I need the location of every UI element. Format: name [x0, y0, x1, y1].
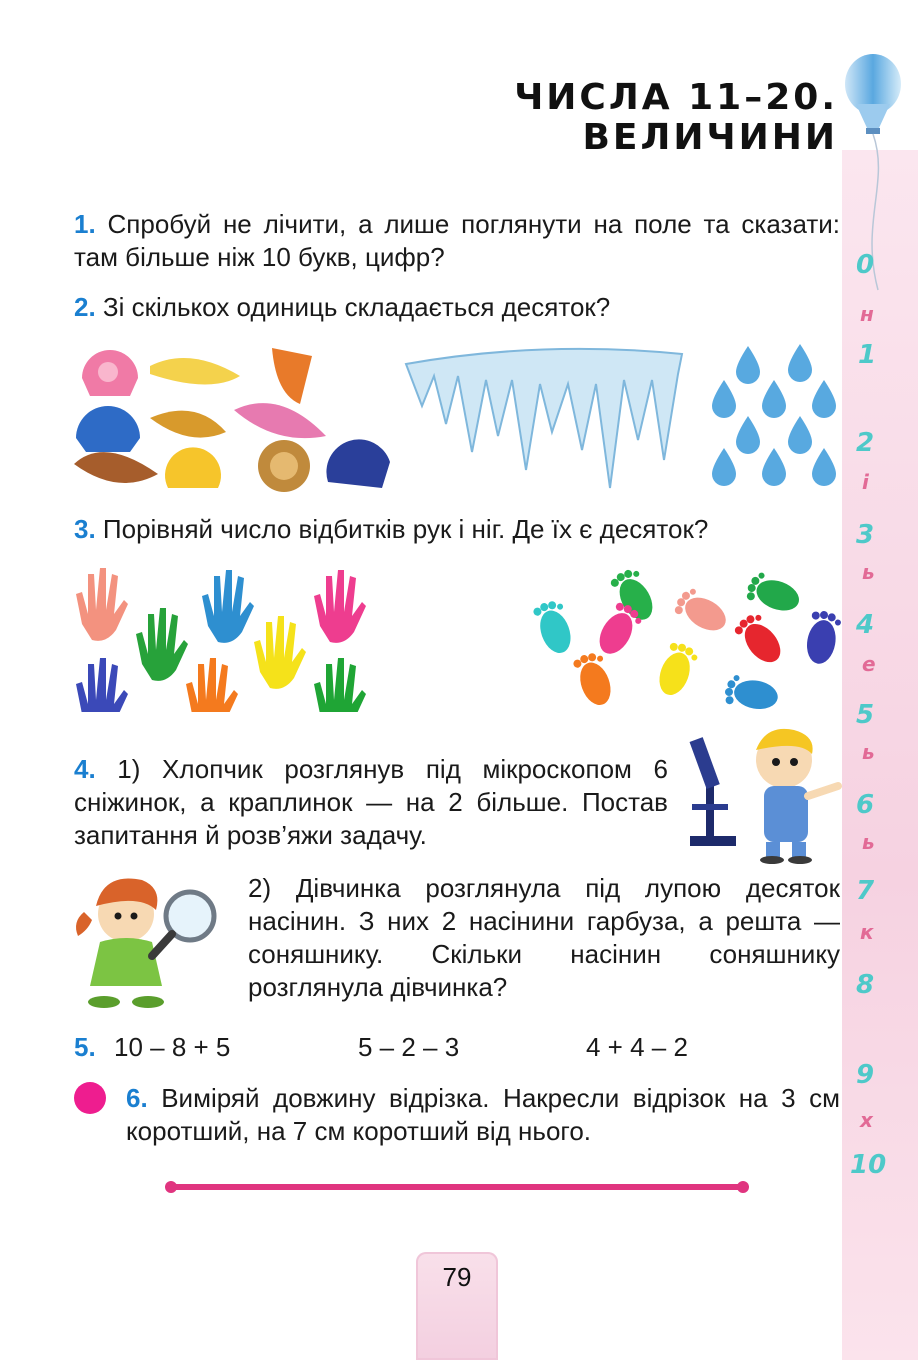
task-2 [74, 291, 840, 324]
girl-with-magnifier-illustration [70, 872, 226, 1012]
water-drop-icon [712, 380, 736, 418]
water-drop-icon [812, 380, 836, 418]
task-6 [126, 1082, 840, 1148]
task-number: 4. [74, 754, 96, 784]
chapter-title [514, 78, 838, 158]
footprints-illustration [526, 566, 842, 716]
expression-1: 10 – 8 + 5 [114, 1032, 231, 1062]
sidebar-letter: ь [862, 740, 875, 764]
handprint-icon [186, 658, 238, 712]
handprints-illustration [70, 562, 370, 712]
task-4-part-1 [74, 753, 668, 852]
task-text: Виміряй довжину відрізка. Накресли відрізок на 3 см коротший, на 7 см коротший від нього. [126, 1083, 840, 1146]
sidebar-letter: ь [862, 560, 875, 584]
boy-with-microscope-illustration [684, 724, 844, 864]
sidebar-digit: 10 [850, 1150, 887, 1180]
sidebar-digit: 9 [856, 1060, 875, 1090]
water-drop-icon [812, 448, 836, 486]
water-drop-icon [762, 448, 786, 486]
expression-2: 5 – 2 – 3 [358, 1032, 460, 1062]
sidebar-digit: 0 [856, 250, 875, 280]
task-number: 1. [74, 209, 96, 239]
water-drop-icon [762, 380, 786, 418]
sidebar-digit: 8 [856, 970, 875, 1000]
sidebar-digit: 3 [856, 520, 875, 550]
handprint-icon [254, 616, 306, 689]
balloon-icon [840, 52, 910, 292]
handprint-icon [76, 658, 128, 712]
task-text: Порівняй число відбитків рук і ніг. Де їх є десяток? [102, 514, 709, 544]
sidebar-digit: 7 [856, 876, 875, 906]
icicles-illustration [402, 340, 686, 490]
sidebar-letter: ь [862, 830, 875, 854]
sidebar-digit: 5 [856, 700, 875, 730]
boy-figure [756, 729, 838, 864]
water-drop-icon [788, 416, 812, 454]
footprint-icon [654, 640, 700, 700]
expression-3: 4 + 4 – 2 [586, 1032, 688, 1062]
handprint-icon [314, 570, 366, 643]
difficulty-marker-icon [74, 1082, 106, 1114]
task-text: Зі скількох одиниць складається десяток? [102, 292, 611, 322]
page-number: 79 [442, 1262, 472, 1292]
shell-icon [165, 447, 221, 488]
sidebar-letter: н [860, 302, 874, 326]
footprint-icon [723, 674, 780, 713]
sidebar-letter: х [860, 1108, 873, 1132]
task-text: 1) Хлопчик розглянув під мікроскопом 6 сніжинок, а краплинок — на 2 більше. Постав запитання й розв’яжи задачу. [74, 754, 668, 850]
task-number: 2. [74, 292, 96, 322]
shell-icon [76, 406, 140, 452]
magnifier-icon [152, 892, 214, 956]
sidebar-digit: 6 [856, 790, 875, 820]
footprint-icon [804, 609, 842, 666]
task-text: Спробуй не лічити, а лише поглянути на поле та сказати: там більше ніж 10 букв, цифр? [74, 209, 840, 272]
page-number-tab [416, 1252, 498, 1360]
task-3 [74, 513, 840, 546]
shell-icon [234, 403, 326, 438]
microscope-icon [690, 737, 736, 846]
measurement-segment [168, 1184, 746, 1190]
sidebar-digit: 4 [856, 610, 875, 640]
shell-icon [326, 439, 390, 488]
shell-icon [150, 358, 240, 385]
water-drop-icon [736, 346, 760, 384]
sidebar-letter: е [862, 652, 876, 676]
handprint-icon [202, 570, 254, 643]
water-drops-illustration [708, 340, 842, 492]
girl-figure [76, 878, 164, 1008]
chapter-title-line2: ВЕЛИЧИНИ [582, 117, 838, 158]
footprint-icon [572, 649, 618, 709]
sidebar-digit: 1 [858, 340, 877, 370]
footprint-icon [732, 609, 789, 669]
shell-icon [272, 348, 312, 404]
footprint-icon [532, 597, 578, 657]
task-text: 2) Дівчинка розглянула під лупою десяток насінин. З них 2 насінини гарбуза, а решта — соняшнику. Скільки насінин соняшнику розглянула дівчинка? [248, 873, 840, 1002]
chapter-title-line1: ЧИСЛА 11–20. [514, 77, 838, 118]
sidebar-digit: 2 [856, 428, 875, 458]
segment-endpoint [165, 1181, 177, 1193]
footprint-icon [744, 570, 804, 616]
shell-icon [150, 411, 226, 438]
task-number: 5. [74, 1032, 96, 1062]
task-1 [74, 208, 840, 274]
sidebar-letter: к [860, 920, 874, 944]
handprint-icon [76, 568, 128, 641]
water-drop-icon [736, 416, 760, 454]
sidebar-letter: і [862, 470, 869, 494]
task-number: 3. [74, 514, 96, 544]
segment-endpoint [737, 1181, 749, 1193]
handprint-icon [136, 608, 188, 681]
shell-icon [74, 452, 158, 483]
water-drop-icon [788, 344, 812, 382]
handprint-icon [314, 658, 366, 712]
water-drop-icon [712, 448, 736, 486]
shells-illustration [72, 338, 392, 498]
shell-icon [258, 440, 310, 492]
footprint-icon [672, 585, 733, 637]
task-number: 6. [126, 1083, 148, 1113]
task-4-part-2 [248, 872, 840, 1004]
shell-icon [82, 350, 138, 396]
